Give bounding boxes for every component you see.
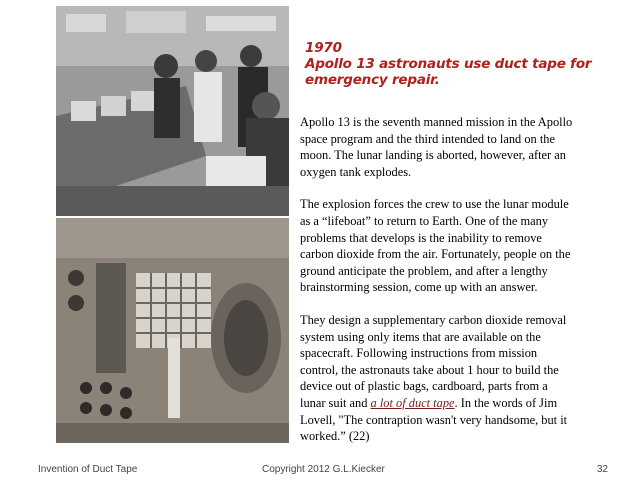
heading	[305, 40, 605, 88]
page-number: 32	[596, 464, 608, 475]
duct-tape-link[interactable]: a lot of duct tape	[370, 395, 455, 410]
lunar-module-co2-device-photo	[56, 218, 289, 443]
paragraph-3	[300, 312, 575, 445]
paragraph-1: Apollo 13 is the seventh manned mission in the Apollo space program and the third intended to land on the moon. The lunar landing is aborted, however, after an oxygen tank explodes.	[300, 115, 573, 179]
body-text	[300, 114, 575, 461]
paragraph-3-start: They design a supplementary carbon dioxide removal system using only items that are available on the spacecraft. Following instructions from mission control, the astronauts take about 1 hour to build the device out of plastic bags, cardboard, parts from a lunar suit and	[300, 312, 567, 410]
paragraph-3-end: . In the words of Jim Lovell, "The contraption wasn't very handsome, but it worked.” (22)	[300, 395, 568, 444]
heading-year: 1970	[305, 40, 342, 56]
heading-title: Apollo 13 astronauts use duct tape for emergency repair.	[305, 56, 592, 88]
footer-copyright: Copyright 2012 G.L.Kiecker	[262, 464, 385, 475]
footer-title: Invention of Duct Tape	[38, 464, 138, 475]
mission-control-photo	[56, 6, 289, 216]
paragraph-2: The explosion forces the crew to use the lunar module as a “lifeboat” to return to Earth. One of the many problems that develops is the inability to remove carbon dioxide from the air. Fortunately, people on the ground anticipate the problem, and after a lengthy brainstorming session, come up with an answer.	[300, 197, 571, 295]
